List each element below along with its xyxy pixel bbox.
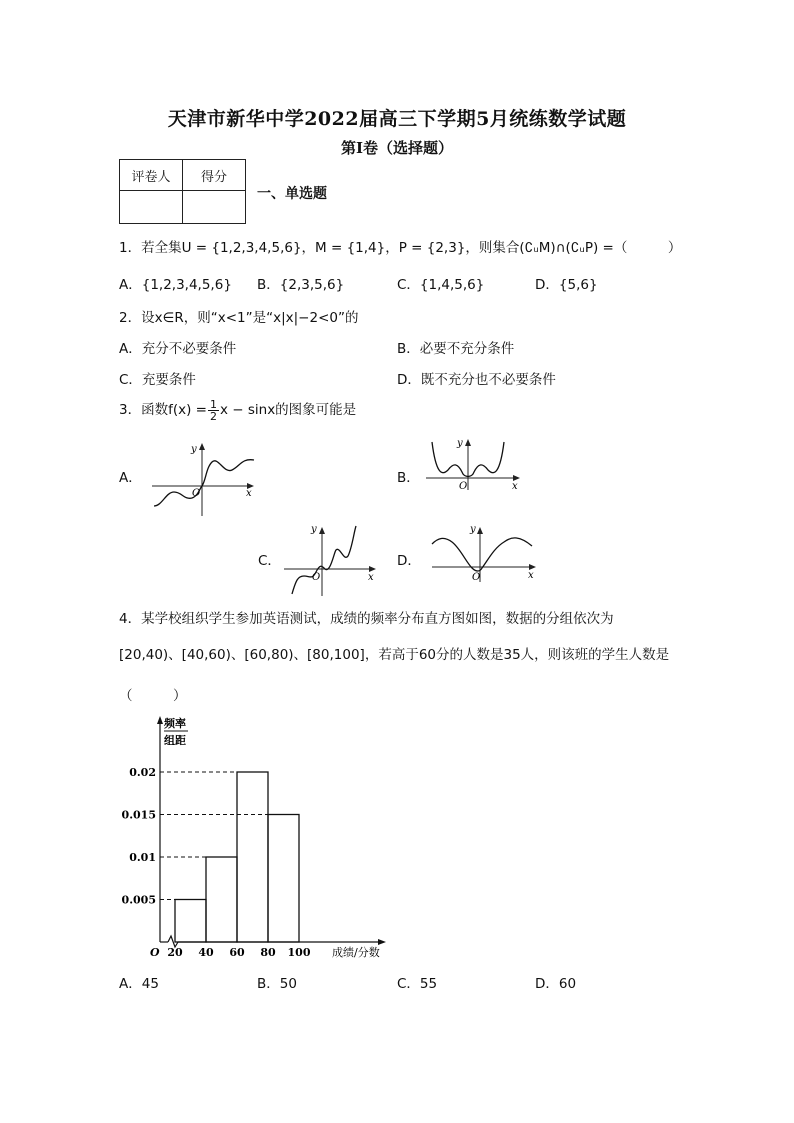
graph-a-origin: O	[192, 488, 201, 499]
q3-graph-c[interactable]	[280, 520, 380, 598]
graph-a-x-label: x	[246, 488, 252, 499]
q4-option-d[interactable]: D．60	[535, 976, 577, 992]
hist-ytick-label-2: 0.015	[121, 808, 156, 822]
q2-option-a[interactable]: A．充分不必要条件	[119, 341, 237, 357]
page-title: 天津市新华中学2022届高三下学期5月统练数学试题	[167, 108, 627, 130]
graph-c-origin: O	[312, 572, 321, 583]
graph-a-y-arrow	[199, 443, 205, 450]
graph-a-y-label: y	[191, 444, 197, 455]
graph-b-y-arrow	[465, 439, 471, 446]
q1-option-d[interactable]: D．{5,6}	[535, 277, 598, 293]
q4-option-b[interactable]: B．50	[257, 976, 297, 992]
q3-graph-b[interactable]	[424, 434, 524, 494]
score-header: 得分	[183, 160, 246, 191]
q3-option-b[interactable]: B．	[397, 470, 420, 486]
q4-option-a[interactable]: A．45	[119, 976, 159, 992]
hist-bar-1	[206, 857, 237, 942]
q1-option-b[interactable]: B．{2,3,5,6}	[257, 277, 345, 293]
q3-prefix: 3．函数f(x) =	[119, 402, 207, 418]
hist-ylabel-top: 频率	[164, 717, 186, 730]
hist-xtick-label-1: 40	[198, 946, 214, 959]
q3-option-d[interactable]: D．	[397, 553, 421, 569]
q3-text	[119, 398, 356, 422]
hist-xlabel: 成绩/分数	[332, 946, 380, 959]
score-table	[119, 159, 246, 224]
graph-d-y-label: y	[470, 524, 476, 535]
q4-line2: [20,40)、[40,60)、[60,80)、[80,100]，若高于60分的人数是35人，则该班的学生人数是	[119, 647, 670, 663]
hist-ytick-label-1: 0.01	[129, 851, 156, 864]
q2-option-b[interactable]: B．必要不充分条件	[397, 341, 515, 357]
q2-text: 2．设x∈R，则“x<1”是“x|x|−2<0”的	[119, 310, 359, 326]
grader-cell[interactable]	[120, 191, 183, 224]
q2-option-c[interactable]: C．充要条件	[119, 372, 196, 388]
section-heading: 一、单选题	[257, 186, 327, 202]
hist-xtick-label-0: 20	[167, 946, 183, 959]
hist-bar-3	[268, 815, 299, 943]
hist-ylabel-bottom: 组距	[164, 734, 186, 747]
q4-line1: 4．某学校组织学生参加英语测试，成绩的频率分布直方图如图，数据的分组依次为	[119, 611, 614, 627]
q2-option-d[interactable]: D．既不充分也不必要条件	[397, 372, 556, 388]
hist-bar-0	[175, 900, 206, 943]
graph-c-curve	[292, 526, 356, 594]
q3-graph-d[interactable]	[428, 520, 540, 586]
q4-option-c[interactable]: C．55	[397, 976, 438, 992]
graph-c-y-label: y	[311, 524, 317, 535]
frequency-histogram	[112, 708, 402, 968]
q4-line3: （ ）	[119, 688, 187, 704]
graph-d-x-label: x	[528, 570, 534, 581]
graph-b-origin: O	[459, 481, 468, 492]
hist-y-arrow	[157, 716, 163, 724]
graph-b-x-label: x	[512, 481, 518, 492]
graph-d-y-arrow	[477, 527, 483, 534]
graph-b-y-label: y	[457, 438, 463, 449]
grader-header: 评卷人	[120, 160, 183, 191]
score-cell[interactable]	[183, 191, 246, 224]
graph-d-curve	[432, 538, 532, 571]
graph-c-x-label: x	[368, 572, 374, 583]
hist-xtick-label-4: 100	[287, 946, 311, 959]
q1-option-a[interactable]: A．{1,2,3,4,5,6}	[119, 277, 232, 293]
hist-xtick-label-3: 80	[260, 946, 276, 959]
hist-ytick-label-3: 0.02	[129, 766, 156, 779]
q1-text: 1．若全集U = {1,2,3,4,5,6}，M = {1,4}，P = {2,3}，则集合(∁ᵤM)∩(∁ᵤP) =（ ）	[119, 240, 682, 256]
hist-ytick-label-0: 0.005	[121, 893, 156, 907]
q1-option-c[interactable]: C．{1,4,5,6}	[397, 277, 485, 293]
graph-d-origin: O	[472, 572, 481, 583]
hist-xtick-label-2: 60	[229, 946, 245, 959]
hist-bar-2	[237, 772, 268, 942]
q3-option-a[interactable]: A．	[119, 470, 142, 486]
hist-x-arrow	[378, 939, 386, 945]
q3-frac-den: 2	[209, 409, 217, 423]
q3-suffix: x − sinx的图象可能是	[219, 402, 357, 418]
q3-frac-num: 1	[209, 397, 217, 411]
q3-fraction	[208, 399, 219, 422]
page-subtitle: 第I卷（选择题）	[340, 139, 454, 157]
graph-c-y-arrow	[319, 527, 325, 534]
q3-graph-a[interactable]	[148, 440, 258, 518]
q3-option-c[interactable]: C．	[258, 553, 281, 569]
graph-a-curve	[154, 460, 254, 506]
hist-origin-label: O	[150, 946, 160, 959]
